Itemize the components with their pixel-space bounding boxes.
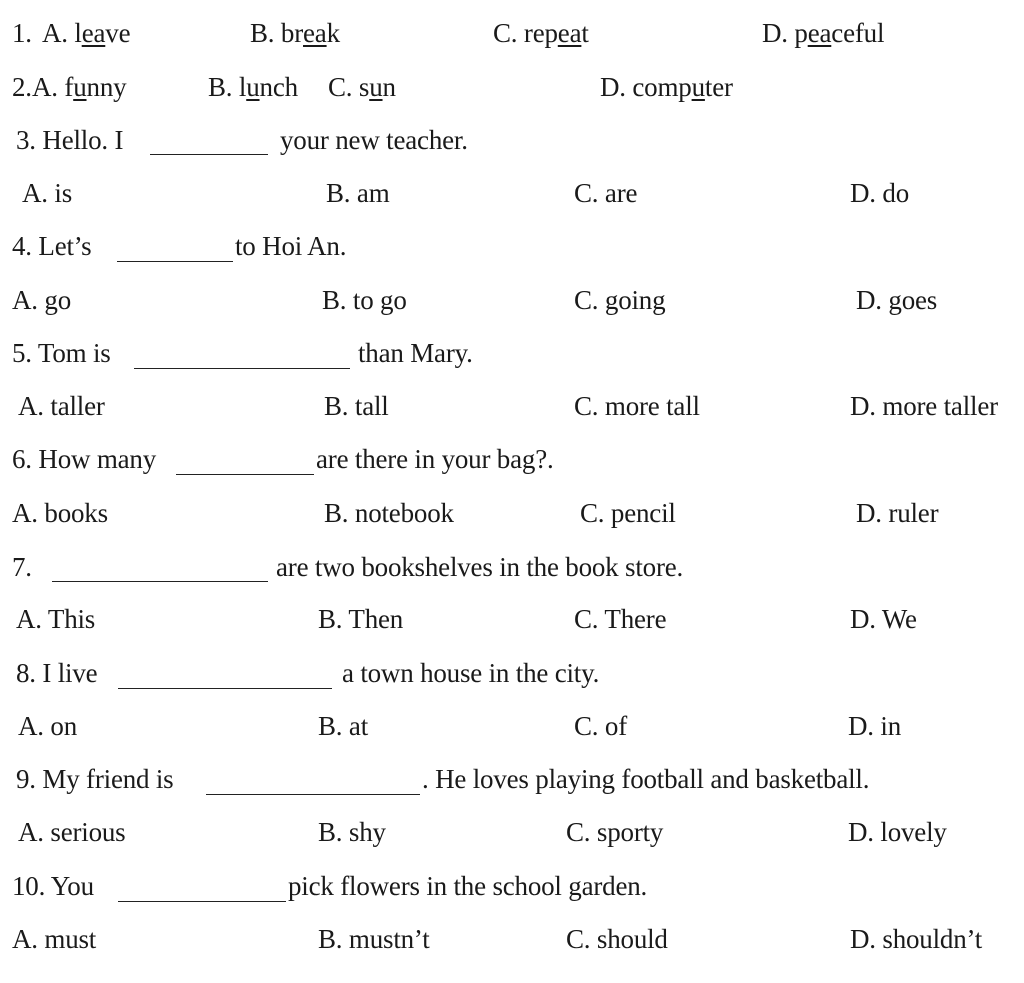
question-4-blank [117,261,233,262]
question-3-stem-start: 3. Hello. I [16,125,124,155]
question-2-option-d: D. computer [600,72,733,102]
question-9-stem-start: 9. My friend is [16,764,174,794]
question-4-stem-start: 4. Let’s [12,231,92,261]
question-3-stem-end: your new teacher. [280,125,468,155]
question-5-blank [134,368,350,369]
question-5-stem-end: than Mary. [358,338,473,368]
question-8-option-b: B. at [318,711,368,741]
question-4-option-b: B. to go [322,285,407,315]
question-10-option-c: C. should [566,924,668,954]
question-1-option-c: C. repeat [493,18,589,48]
question-2-number: 2. [12,72,32,102]
question-8-option-a: A. on [18,711,77,741]
question-10-blank [118,901,286,902]
question-7-option-d: D. We [850,604,917,634]
question-9-option-d: D. lovely [848,817,947,847]
question-6-stem-end: are there in your bag?. [316,444,554,474]
question-7-stem-start: 7. [12,552,32,582]
question-6-option-c: C. pencil [580,498,676,528]
question-9-stem-end: . He loves playing football and basketball. [422,764,870,794]
question-7-stem-end: are two bookshelves in the book store. [276,552,684,582]
question-9-blank [206,794,420,795]
question-5-option-a: A. taller [18,391,105,421]
question-6-stem-start: 6. How many [12,444,157,474]
question-6-option-a: A. books [12,498,108,528]
question-8-blank [118,688,332,689]
question-5-stem-start: 5. Tom is [12,338,111,368]
question-10-option-b: B. mustn’t [318,924,430,954]
question-9-option-b: B. shy [318,817,386,847]
question-7-option-a: A. This [16,604,96,634]
question-3-option-b: B. am [326,178,390,208]
question-4-option-a: A. go [12,285,71,315]
question-8-stem-end: a town house in the city. [342,658,600,688]
question-7-option-c: C. There [574,604,667,634]
question-2-option-a: A. funny [32,72,127,102]
question-5-option-c: C. more tall [574,391,700,421]
question-6-option-b: B. notebook [324,498,454,528]
question-9-option-a: A. serious [18,817,126,847]
question-2-option-b: B. lunch [208,72,298,102]
question-3-blank [150,154,268,155]
question-1-option-d: D. peaceful [762,18,885,48]
question-4-option-d: D. goes [856,285,938,315]
question-1-option-b: B. break [250,18,340,48]
question-3-option-d: D. do [850,178,909,208]
question-3-option-a: A. is [22,178,73,208]
question-7-option-b: B. Then [318,604,404,634]
question-3-option-c: C. are [574,178,638,208]
question-10-stem-end: pick flowers in the school garden. [288,871,648,901]
question-6-option-d: D. ruler [856,498,939,528]
question-10-stem-start: 10. You [12,871,94,901]
question-4-stem-end: to Hoi An. [235,231,347,261]
question-10-option-d: D. shouldn’t [850,924,983,954]
question-6-blank [176,474,314,475]
question-9-option-c: C. sporty [566,817,664,847]
question-1-number: 1. [12,18,32,48]
question-5-option-d: D. more taller [850,391,998,421]
question-8-option-c: C. of [574,711,628,741]
question-7-blank [52,581,268,582]
question-10-option-a: A. must [12,924,97,954]
question-2-option-c: C. sun [328,72,396,102]
question-4-option-c: C. going [574,285,666,315]
question-8-stem-start: 8. I live [16,658,98,688]
question-8-option-d: D. in [848,711,902,741]
question-1-option-a: A. leave [42,18,131,48]
question-5-option-b: B. tall [324,391,389,421]
